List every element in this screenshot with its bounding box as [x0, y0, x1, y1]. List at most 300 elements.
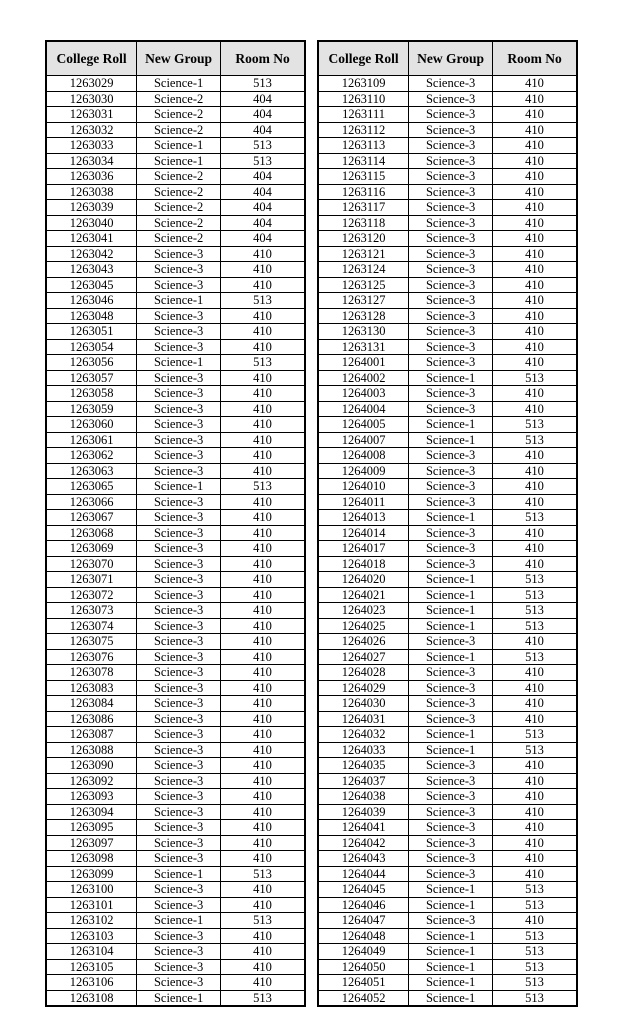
cell-room-no: 410	[221, 649, 305, 665]
table-row	[46, 758, 305, 774]
table-row	[46, 680, 305, 696]
cell-college-roll: 1263075	[46, 634, 137, 650]
cell-college-roll: 1264005	[318, 417, 409, 433]
cell-new-group: Science-3	[137, 308, 221, 324]
table-row	[46, 308, 305, 324]
table-row	[318, 711, 577, 727]
table-row	[46, 975, 305, 991]
cell-college-roll: 1264030	[318, 696, 409, 712]
cell-room-no: 513	[493, 897, 577, 913]
cell-new-group: Science-3	[137, 835, 221, 851]
table-row	[318, 448, 577, 464]
cell-college-roll: 1264038	[318, 789, 409, 805]
cell-college-roll: 1263074	[46, 618, 137, 634]
cell-college-roll: 1263114	[318, 153, 409, 169]
table-row	[46, 835, 305, 851]
cell-new-group: Science-3	[409, 215, 493, 231]
header-row	[318, 41, 577, 76]
cell-college-roll: 1264013	[318, 510, 409, 526]
cell-college-roll: 1263031	[46, 107, 137, 123]
cell-college-roll: 1263111	[318, 107, 409, 123]
cell-new-group: Science-3	[409, 711, 493, 727]
table-row	[46, 91, 305, 107]
cell-room-no: 410	[221, 727, 305, 743]
cell-college-roll: 1263106	[46, 975, 137, 991]
cell-new-group: Science-3	[137, 758, 221, 774]
cell-room-no: 410	[221, 587, 305, 603]
cell-room-no: 410	[493, 758, 577, 774]
cell-room-no: 410	[493, 665, 577, 681]
cell-new-group: Science-3	[409, 851, 493, 867]
cell-new-group: Science-3	[409, 789, 493, 805]
table-row	[318, 587, 577, 603]
table-row	[318, 184, 577, 200]
cell-new-group: Science-1	[409, 587, 493, 603]
table-row	[46, 711, 305, 727]
table-row	[46, 866, 305, 882]
cell-college-roll: 1264049	[318, 944, 409, 960]
cell-new-group: Science-3	[409, 246, 493, 262]
cell-college-roll: 1264037	[318, 773, 409, 789]
cell-college-roll: 1264048	[318, 928, 409, 944]
cell-new-group: Science-1	[409, 928, 493, 944]
cell-new-group: Science-3	[137, 711, 221, 727]
cell-room-no: 404	[221, 215, 305, 231]
table-row	[46, 370, 305, 386]
cell-college-roll: 1263125	[318, 277, 409, 293]
table-row	[318, 417, 577, 433]
cell-college-roll: 1264020	[318, 572, 409, 588]
table-row	[46, 153, 305, 169]
header-row	[46, 41, 305, 76]
cell-new-group: Science-3	[137, 634, 221, 650]
cell-room-no: 513	[493, 928, 577, 944]
table-row	[318, 959, 577, 975]
cell-room-no: 410	[221, 835, 305, 851]
table-row	[46, 479, 305, 495]
table-row	[46, 541, 305, 557]
cell-new-group: Science-3	[137, 324, 221, 340]
cell-new-group: Science-3	[409, 463, 493, 479]
table-row	[318, 386, 577, 402]
table-row	[318, 990, 577, 1006]
table-row	[318, 370, 577, 386]
cell-college-roll: 1263071	[46, 572, 137, 588]
cell-room-no: 410	[221, 262, 305, 278]
cell-college-roll: 1263105	[46, 959, 137, 975]
cell-new-group: Science-1	[137, 990, 221, 1006]
cell-room-no: 513	[221, 138, 305, 154]
cell-new-group: Science-1	[137, 355, 221, 371]
table-row	[318, 200, 577, 216]
cell-new-group: Science-3	[409, 200, 493, 216]
cell-college-roll: 1263112	[318, 122, 409, 138]
cell-new-group: Science-3	[137, 246, 221, 262]
cell-college-roll: 1263054	[46, 339, 137, 355]
cell-room-no: 404	[221, 231, 305, 247]
cell-new-group: Science-1	[137, 866, 221, 882]
cell-college-roll: 1263093	[46, 789, 137, 805]
cell-room-no: 410	[493, 215, 577, 231]
cell-room-no: 410	[221, 448, 305, 464]
table-row	[318, 355, 577, 371]
cell-college-roll: 1264043	[318, 851, 409, 867]
cell-new-group: Science-1	[409, 618, 493, 634]
table-body	[318, 76, 577, 1007]
cell-new-group: Science-1	[409, 990, 493, 1006]
cell-new-group: Science-3	[409, 913, 493, 929]
table-row	[318, 215, 577, 231]
cell-college-roll: 1264028	[318, 665, 409, 681]
cell-new-group: Science-2	[137, 169, 221, 185]
table-row	[46, 928, 305, 944]
cell-room-no: 410	[221, 634, 305, 650]
cell-new-group: Science-3	[137, 789, 221, 805]
table-row	[46, 572, 305, 588]
cell-new-group: Science-3	[409, 773, 493, 789]
cell-college-roll: 1264032	[318, 727, 409, 743]
cell-new-group: Science-3	[137, 339, 221, 355]
cell-college-roll: 1263030	[46, 91, 137, 107]
cell-room-no: 410	[221, 401, 305, 417]
cell-new-group: Science-1	[137, 293, 221, 309]
cell-college-roll: 1263062	[46, 448, 137, 464]
cell-college-roll: 1263039	[46, 200, 137, 216]
cell-new-group: Science-1	[409, 603, 493, 619]
table-header-row	[318, 41, 577, 76]
cell-college-roll: 1263083	[46, 680, 137, 696]
table-row	[318, 773, 577, 789]
cell-college-roll: 1263092	[46, 773, 137, 789]
cell-college-roll: 1263066	[46, 494, 137, 510]
cell-new-group: Science-3	[409, 804, 493, 820]
cell-college-roll: 1263042	[46, 246, 137, 262]
cell-college-roll: 1263108	[46, 990, 137, 1006]
cell-college-roll: 1263113	[318, 138, 409, 154]
table-row	[46, 463, 305, 479]
table-row	[318, 122, 577, 138]
cell-new-group: Science-1	[137, 153, 221, 169]
table-row	[318, 789, 577, 805]
cell-college-roll: 1263067	[46, 510, 137, 526]
cell-room-no: 513	[221, 293, 305, 309]
cell-new-group: Science-3	[409, 231, 493, 247]
cell-new-group: Science-3	[137, 494, 221, 510]
cell-room-no: 410	[221, 246, 305, 262]
cell-college-roll: 1264045	[318, 882, 409, 898]
table-row	[318, 231, 577, 247]
table-row	[46, 293, 305, 309]
cell-college-roll: 1263087	[46, 727, 137, 743]
cell-room-no: 404	[221, 200, 305, 216]
cell-college-roll: 1263121	[318, 246, 409, 262]
cell-room-no: 410	[493, 773, 577, 789]
table-row	[318, 246, 577, 262]
cell-room-no: 410	[493, 789, 577, 805]
cell-room-no: 410	[493, 835, 577, 851]
table-row	[318, 835, 577, 851]
cell-college-roll: 1263059	[46, 401, 137, 417]
cell-room-no: 513	[493, 959, 577, 975]
cell-room-no: 410	[493, 401, 577, 417]
cell-new-group: Science-3	[409, 107, 493, 123]
cell-room-no: 410	[493, 76, 577, 92]
cell-college-roll: 1263102	[46, 913, 137, 929]
cell-college-roll: 1263065	[46, 479, 137, 495]
cell-college-roll: 1263110	[318, 91, 409, 107]
cell-college-roll: 1264026	[318, 634, 409, 650]
table-row	[318, 944, 577, 960]
cell-new-group: Science-1	[409, 742, 493, 758]
cell-new-group: Science-1	[409, 649, 493, 665]
cell-college-roll: 1264035	[318, 758, 409, 774]
cell-college-roll: 1263088	[46, 742, 137, 758]
table-row	[46, 525, 305, 541]
cell-college-roll: 1263040	[46, 215, 137, 231]
table-row	[46, 727, 305, 743]
table-row	[318, 169, 577, 185]
cell-new-group: Science-1	[137, 138, 221, 154]
cell-room-no: 410	[221, 603, 305, 619]
cell-new-group: Science-3	[137, 742, 221, 758]
table-row	[318, 897, 577, 913]
cell-room-no: 410	[221, 711, 305, 727]
cell-room-no: 410	[221, 773, 305, 789]
cell-room-no: 410	[493, 91, 577, 107]
cell-college-roll: 1263068	[46, 525, 137, 541]
room-allocation-table-left	[45, 40, 306, 1007]
cell-room-no: 513	[221, 76, 305, 92]
column-header-room-no: Room No	[493, 41, 577, 76]
table-row	[46, 510, 305, 526]
cell-new-group: Science-3	[409, 308, 493, 324]
table-row	[318, 401, 577, 417]
table-row	[318, 541, 577, 557]
cell-room-no: 410	[221, 851, 305, 867]
cell-new-group: Science-3	[409, 866, 493, 882]
cell-room-no: 410	[493, 324, 577, 340]
cell-room-no: 404	[221, 91, 305, 107]
cell-college-roll: 1263090	[46, 758, 137, 774]
cell-college-roll: 1263029	[46, 76, 137, 92]
cell-college-roll: 1264044	[318, 866, 409, 882]
cell-room-no: 410	[221, 339, 305, 355]
table-row	[318, 277, 577, 293]
cell-new-group: Science-3	[137, 603, 221, 619]
table-row	[318, 153, 577, 169]
cell-room-no: 513	[493, 587, 577, 603]
cell-college-roll: 1263072	[46, 587, 137, 603]
cell-room-no: 410	[221, 975, 305, 991]
cell-new-group: Science-3	[137, 897, 221, 913]
table-row	[318, 851, 577, 867]
cell-new-group: Science-3	[409, 76, 493, 92]
cell-college-roll: 1263120	[318, 231, 409, 247]
cell-new-group: Science-3	[409, 184, 493, 200]
cell-new-group: Science-3	[137, 262, 221, 278]
cell-new-group: Science-3	[409, 634, 493, 650]
cell-college-roll: 1263076	[46, 649, 137, 665]
cell-new-group: Science-3	[409, 262, 493, 278]
table-row	[46, 587, 305, 603]
cell-college-roll: 1263101	[46, 897, 137, 913]
table-row	[46, 773, 305, 789]
cell-college-roll: 1263103	[46, 928, 137, 944]
cell-college-roll: 1263100	[46, 882, 137, 898]
cell-room-no: 410	[493, 200, 577, 216]
cell-college-roll: 1263097	[46, 835, 137, 851]
cell-new-group: Science-3	[409, 386, 493, 402]
cell-room-no: 410	[493, 494, 577, 510]
cell-new-group: Science-1	[409, 432, 493, 448]
cell-room-no: 410	[493, 541, 577, 557]
cell-new-group: Science-2	[137, 215, 221, 231]
cell-new-group: Science-3	[409, 525, 493, 541]
cell-room-no: 410	[221, 556, 305, 572]
cell-room-no: 513	[493, 944, 577, 960]
cell-room-no: 513	[493, 572, 577, 588]
cell-room-no: 513	[493, 649, 577, 665]
cell-new-group: Science-1	[409, 959, 493, 975]
cell-room-no: 410	[221, 680, 305, 696]
cell-college-roll: 1263117	[318, 200, 409, 216]
cell-college-roll: 1263051	[46, 324, 137, 340]
table-row	[46, 246, 305, 262]
cell-room-no: 513	[221, 866, 305, 882]
table-row	[46, 200, 305, 216]
cell-new-group: Science-3	[409, 758, 493, 774]
table-row	[46, 897, 305, 913]
cell-college-roll: 1264008	[318, 448, 409, 464]
cell-new-group: Science-3	[137, 448, 221, 464]
cell-new-group: Science-3	[409, 696, 493, 712]
cell-college-roll: 1263098	[46, 851, 137, 867]
cell-college-roll: 1264004	[318, 401, 409, 417]
table-row	[46, 804, 305, 820]
cell-college-roll: 1263032	[46, 122, 137, 138]
cell-new-group: Science-3	[137, 618, 221, 634]
table-row	[46, 215, 305, 231]
table-row	[46, 494, 305, 510]
cell-room-no: 410	[493, 820, 577, 836]
room-allocation-table-right	[317, 40, 578, 1007]
cell-new-group: Science-1	[409, 572, 493, 588]
column-header-college-roll: College Roll	[46, 41, 137, 76]
cell-college-roll: 1264039	[318, 804, 409, 820]
cell-room-no: 410	[221, 432, 305, 448]
cell-new-group: Science-3	[137, 401, 221, 417]
cell-college-roll: 1264017	[318, 541, 409, 557]
table-row	[46, 634, 305, 650]
cell-new-group: Science-3	[137, 370, 221, 386]
cell-new-group: Science-3	[137, 727, 221, 743]
cell-room-no: 410	[221, 308, 305, 324]
cell-room-no: 410	[221, 742, 305, 758]
cell-room-no: 410	[221, 494, 305, 510]
table-row	[46, 448, 305, 464]
cell-new-group: Science-3	[137, 959, 221, 975]
cell-room-no: 410	[493, 634, 577, 650]
cell-room-no: 410	[221, 665, 305, 681]
table-row	[318, 308, 577, 324]
cell-new-group: Science-3	[409, 494, 493, 510]
cell-college-roll: 1264047	[318, 913, 409, 929]
cell-room-no: 410	[221, 789, 305, 805]
cell-college-roll: 1263069	[46, 541, 137, 557]
table-row	[46, 231, 305, 247]
table-row	[318, 603, 577, 619]
cell-new-group: Science-1	[137, 76, 221, 92]
cell-new-group: Science-1	[409, 417, 493, 433]
cell-room-no: 410	[221, 370, 305, 386]
cell-room-no: 513	[221, 153, 305, 169]
cell-new-group: Science-2	[137, 200, 221, 216]
table-row	[318, 262, 577, 278]
cell-college-roll: 1264027	[318, 649, 409, 665]
column-header-room-no: Room No	[221, 41, 305, 76]
cell-new-group: Science-2	[137, 91, 221, 107]
table-row	[46, 262, 305, 278]
cell-new-group: Science-3	[137, 386, 221, 402]
cell-college-roll: 1264052	[318, 990, 409, 1006]
cell-room-no: 513	[493, 975, 577, 991]
table-row	[46, 169, 305, 185]
cell-room-no: 410	[221, 541, 305, 557]
cell-new-group: Science-3	[137, 928, 221, 944]
cell-new-group: Science-3	[137, 556, 221, 572]
cell-college-roll: 1264023	[318, 603, 409, 619]
cell-college-roll: 1263045	[46, 277, 137, 293]
cell-room-no: 513	[493, 510, 577, 526]
cell-room-no: 410	[493, 122, 577, 138]
cell-room-no: 513	[493, 727, 577, 743]
cell-new-group: Science-3	[137, 277, 221, 293]
table-row	[46, 959, 305, 975]
table-row	[46, 990, 305, 1006]
cell-college-roll: 1263099	[46, 866, 137, 882]
cell-college-roll: 1264011	[318, 494, 409, 510]
cell-college-roll: 1263127	[318, 293, 409, 309]
cell-college-roll: 1263061	[46, 432, 137, 448]
cell-room-no: 404	[221, 122, 305, 138]
table-row	[318, 324, 577, 340]
cell-college-roll: 1263116	[318, 184, 409, 200]
cell-room-no: 513	[221, 913, 305, 929]
cell-college-roll: 1263063	[46, 463, 137, 479]
cell-room-no: 410	[493, 231, 577, 247]
cell-college-roll: 1263058	[46, 386, 137, 402]
table-row	[318, 510, 577, 526]
table-row	[46, 789, 305, 805]
cell-college-roll: 1263094	[46, 804, 137, 820]
table-body	[46, 76, 305, 1007]
cell-college-roll: 1263070	[46, 556, 137, 572]
cell-new-group: Science-2	[137, 184, 221, 200]
cell-new-group: Science-3	[137, 680, 221, 696]
cell-new-group: Science-1	[409, 882, 493, 898]
cell-room-no: 410	[221, 324, 305, 340]
table-row	[318, 91, 577, 107]
table-row	[318, 742, 577, 758]
table-row	[46, 76, 305, 92]
cell-room-no: 410	[221, 277, 305, 293]
cell-college-roll: 1264029	[318, 680, 409, 696]
cell-college-roll: 1263128	[318, 308, 409, 324]
table-row	[46, 339, 305, 355]
cell-college-roll: 1263086	[46, 711, 137, 727]
cell-new-group: Science-2	[137, 231, 221, 247]
cell-new-group: Science-2	[137, 107, 221, 123]
